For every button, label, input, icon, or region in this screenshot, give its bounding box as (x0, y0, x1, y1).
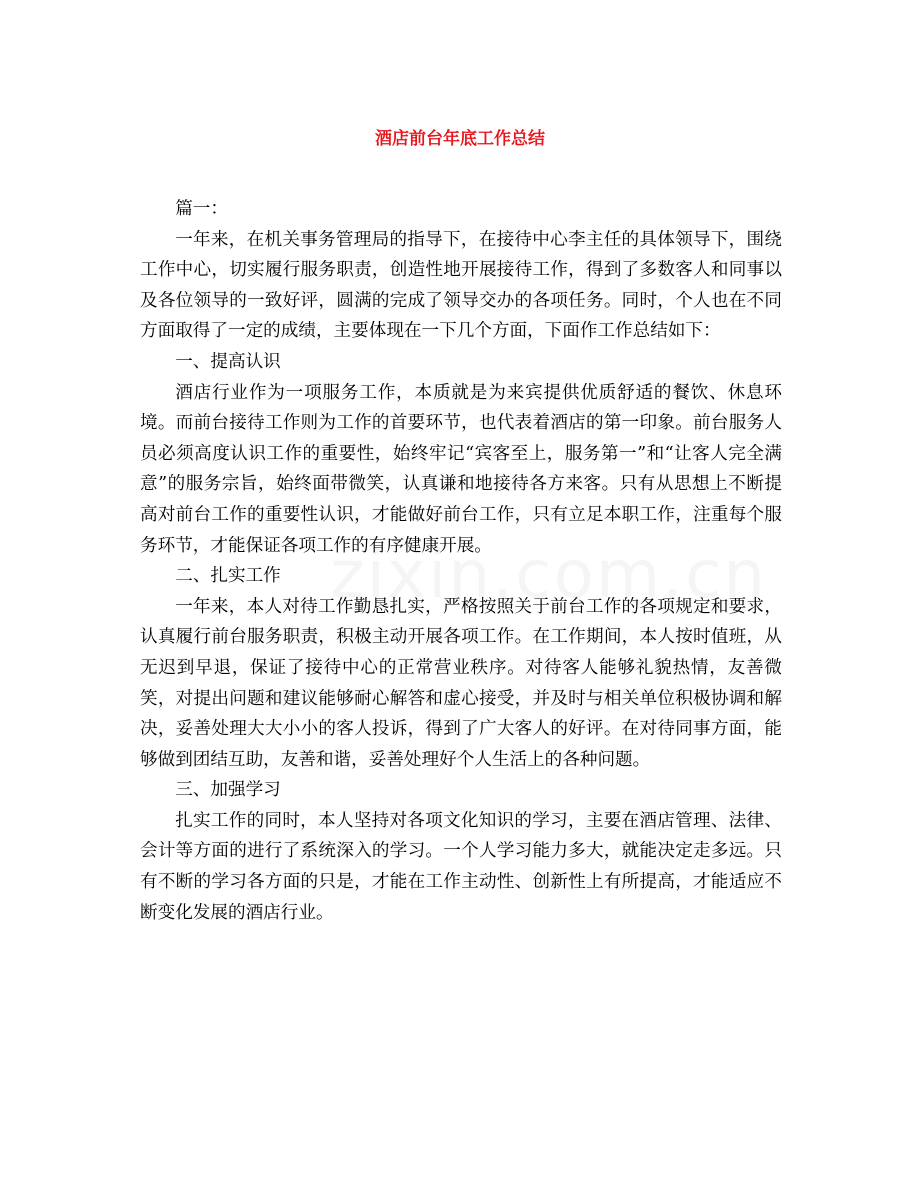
paragraph-intro: 一年来，在机关事务管理局的指导下，在接待中心李主任的具体领导下，围绕工作中心，切实履行服务职责，创造性地开展接待工作，得到了多数客人和同事以及各位领导的一致好评，圆满的完成了领导交办的各项任务。同时，个人也在不同方面取得了一定的成绩，主要体现在一下几个方面，下面作工作总结如下： (140, 229, 782, 342)
document-title: 酒店前台年底工作总结 (375, 129, 545, 149)
section-label-part-one: 篇一： (175, 199, 228, 219)
paragraph-learning: 扎实工作的同时，本人坚持对各项文化知识的学习，主要在酒店管理、法律、会计等方面的进行了系统深入的学习。一个人学习能力多大，就能决定走多远。只有不断的学习各方面的只是，才能在工作主动性、创新性上有所提高，才能适应不断变化发展的酒店行业。 (140, 810, 782, 923)
section-heading-learning: 三、加强学习 (175, 780, 281, 801)
document-body (140, 194, 782, 928)
section-heading-awareness: 一、提高认识 (175, 351, 281, 372)
paragraph-awareness: 酒店行业作为一项服务工作，本质就是为来宾提供优质舒适的餐饮、休息环境。而前台接待工作则为工作的首要环节，也代表着酒店的第一印象。前台服务人员必须高度认识工作的重要性，始终牢记“宾客至上，服务第一”和“让客人完全满意”的服务宗旨，始终面带微笑，认真谦和地接待各方来客。只有从思想上不断提高对前台工作的重要性认识，才能做好前台工作，只有立足本职工作，注重每个服务环节，才能保证各项工作的有序健康开展。 (140, 382, 782, 556)
section-heading-solid-work: 二、扎实工作 (175, 566, 281, 587)
paragraph-solid-work: 一年来，本人对待工作勤恳扎实，严格按照关于前台工作的各项规定和要求，认真履行前台服务职责，积极主动开展各项工作。在工作期间，本人按时值班，从无迟到早退，保证了接待中心的正常营业秩序。对待客人能够礼貌热情，友善微笑，对提出问题和建议能够耐心解答和虚心接受，并及时与相关单位积极协调和解决，妥善处理大大小小的客人投诉，得到了广大客人的好评。在对待同事方面，能够做到团结互助，友善和谐，妥善处理好个人生活上的各种问题。 (140, 596, 782, 770)
